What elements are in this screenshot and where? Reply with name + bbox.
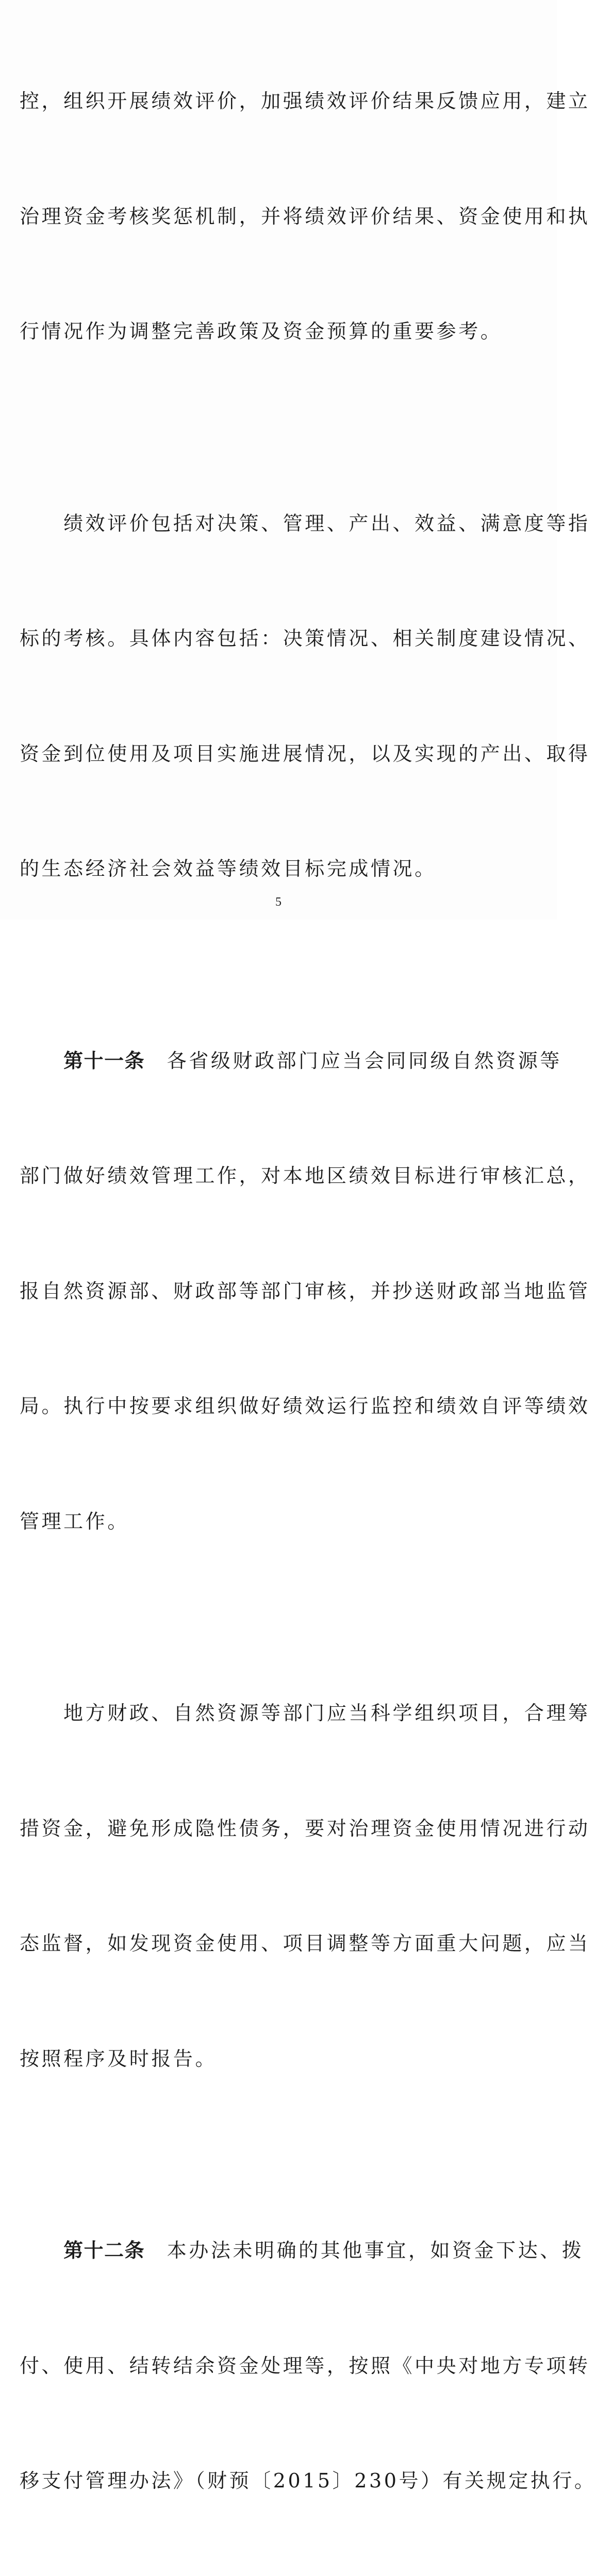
- text-line-rest: 本办法未明确的其他事宜，如资金下达、拨: [145, 2239, 584, 2262]
- text-line: 态监督，如发现资金使用、项目调整等方面重大问题，应当: [20, 1932, 590, 1955]
- text-line: 局。执行中按要求组织做好绩效运行监控和绩效自评等绩效: [20, 1395, 590, 1417]
- article-paragraph: [20, 965, 590, 1618]
- text-line: 按照程序及时报告。: [20, 2047, 218, 2070]
- text-line: 行情况作为调整完善政策及资金预算的重要参考。: [20, 320, 503, 343]
- text-line: 报自然资源部、财政部等部门审核，并抄送财政部当地监管: [20, 1279, 590, 1302]
- paragraph: [20, 1617, 590, 2155]
- document-body: [20, 5, 596, 2576]
- text-line: 付、使用、结转结余资金处理等，按照《中央对地方专项转: [20, 2354, 590, 2377]
- text-line: 移支付管理办法》（财预〔2015〕230号）有关规定执行。: [20, 2469, 596, 2492]
- page-number: 5: [275, 895, 282, 909]
- paragraph: [20, 5, 590, 428]
- text-line: [20, 2231, 584, 2270]
- paragraph: [20, 428, 590, 965]
- article-paragraph: [20, 2155, 596, 2576]
- text-line: 绩效评价包括对决策、管理、产出、效益、满意度等指: [20, 512, 590, 535]
- text-line-rest: 各省级财政部门应当会同同级自然资源等: [145, 1049, 562, 1072]
- text-line: 治理资金考核奖惩机制，并将绩效评价结果、资金使用和执: [20, 205, 590, 228]
- article-heading: 第十二条: [63, 2239, 145, 2262]
- text-line: 的生态经济社会效益等绩效目标完成情况。: [20, 857, 437, 880]
- text-line: 控，组织开展绩效评价，加强绩效评价结果反馈应用，建立: [20, 90, 590, 112]
- text-line: 部门做好绩效管理工作，对本地区绩效目标进行审核汇总，: [20, 1164, 590, 1187]
- text-line: [20, 1042, 562, 1080]
- text-line: 标的考核。具体内容包括：决策情况、相关制度建设情况、: [20, 627, 590, 650]
- text-line: 资金到位使用及项目实施进展情况，以及实现的产出、取得: [20, 742, 590, 765]
- text-line: 地方财政、自然资源等部门应当科学组织项目，合理筹: [20, 1702, 590, 1724]
- text-line: 措资金，避免形成隐性债务，要对治理资金使用情况进行动: [20, 1817, 590, 1840]
- text-line: 管理工作。: [20, 1510, 129, 1533]
- article-heading: 第十一条: [63, 1049, 145, 1072]
